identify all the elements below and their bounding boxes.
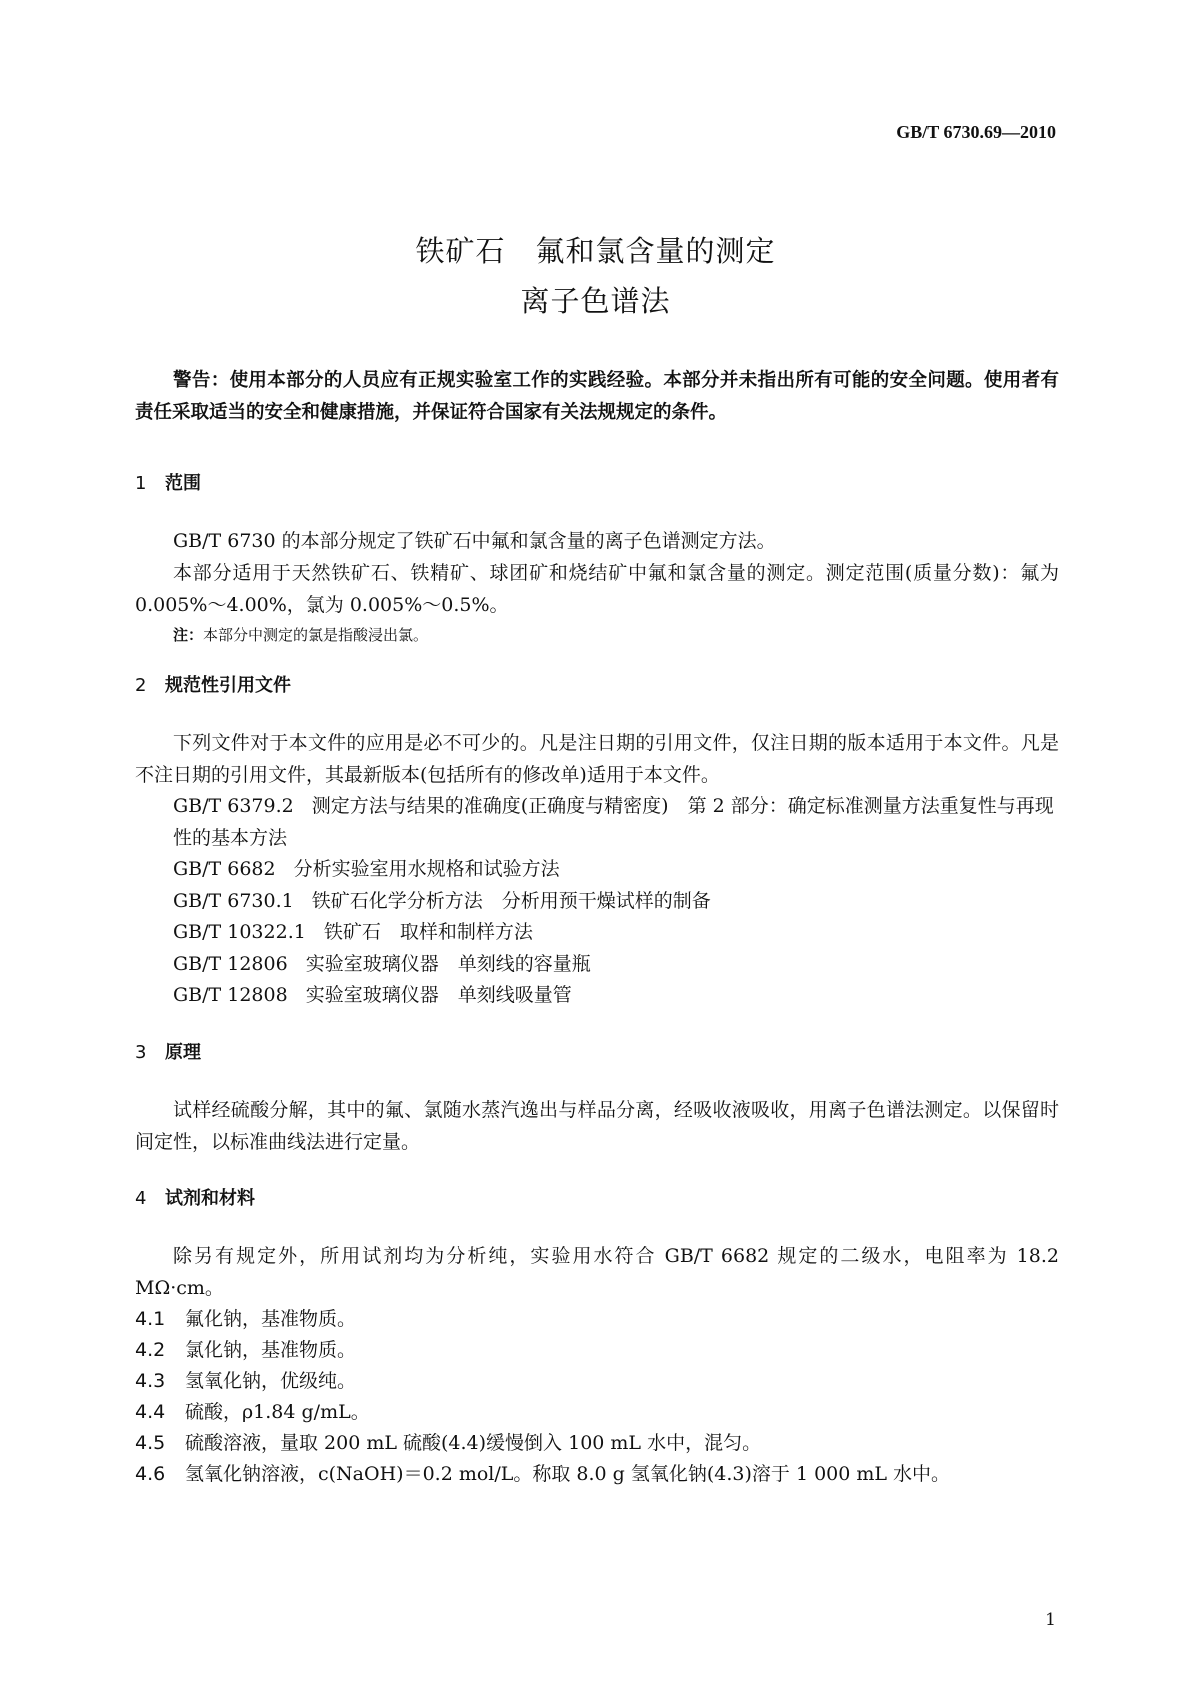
reference-code: GB/T 6682 xyxy=(173,858,276,880)
reagent-item xyxy=(135,1366,1059,1397)
reference-item xyxy=(173,854,1059,886)
reference-item xyxy=(173,886,1059,918)
item-text: 氟化钠，基准物质。 xyxy=(185,1307,357,1330)
item-number: 4.3 xyxy=(135,1369,166,1392)
reagent-item xyxy=(135,1335,1059,1366)
reference-code: GB/T 6379.2 xyxy=(173,795,294,817)
warning-text: 警告：使用本部分的人员应有正规实验室工作的实践经验。本部分并未指出所有可能的安全问题。使用者有责任采取适当的安全和健康措施，并保证符合国家有关法规规定的条件。 xyxy=(135,370,1059,423)
scope-paragraph-1: GB/T 6730 的本部分规定了铁矿石中氟和氯含量的离子色谱测定方法。 xyxy=(173,530,776,552)
reagent-item xyxy=(135,1428,1059,1459)
reference-code: GB/T 10322.1 xyxy=(173,921,306,943)
section-number: 4 xyxy=(135,1187,147,1209)
reference-title: 铁矿石 取样和制样方法 xyxy=(323,921,533,943)
section-title: 范围 xyxy=(165,473,201,494)
reference-item xyxy=(173,980,1059,1012)
item-text: 氢氧化钠，优级纯。 xyxy=(185,1369,357,1392)
title-line-1: 铁矿石 氟和氯含量的测定 xyxy=(415,234,776,268)
reference-item xyxy=(173,791,1059,854)
reference-item xyxy=(173,949,1059,981)
reference-title: 测定方法与结果的准确度(正确度与精密度) 第 2 部分：确定标准测量方法重复性与再现性的基本方法 xyxy=(173,795,1054,849)
item-number: 4.6 xyxy=(135,1462,166,1485)
section-title: 试剂和材料 xyxy=(165,1187,255,1209)
reference-list xyxy=(135,791,1059,1012)
reference-code: GB/T 12806 xyxy=(173,952,288,975)
scope-paragraph-2: 本部分适用于天然铁矿石、铁精矿、球团矿和烧结矿中氟和氯含量的测定。测定范围(质量分数)：氟为 0.005%～4.00%，氯为 0.005%～0.5%。 xyxy=(135,562,1059,616)
section-1-heading xyxy=(135,469,1059,499)
page-number: 1 xyxy=(1045,1610,1056,1630)
reference-code: GB/T 12808 xyxy=(173,984,288,1006)
note-label: 注： xyxy=(173,626,204,644)
title-line-2: 离子色谱法 xyxy=(520,284,671,318)
item-number: 4.1 xyxy=(135,1307,166,1330)
reference-title: 铁矿石化学分析方法 分析用预干燥试样的制备 xyxy=(311,889,711,912)
reagent-item xyxy=(135,1304,1059,1335)
reference-code: GB/T 6730.1 xyxy=(173,889,294,912)
section-4-heading xyxy=(135,1184,1059,1214)
note-text: 本部分中测定的氯是指酸浸出氯。 xyxy=(203,626,429,644)
scope-note xyxy=(173,621,1059,649)
reference-title: 分析实验室用水规格和试验方法 xyxy=(293,858,560,880)
item-text: 氯化钠，基准物质。 xyxy=(185,1338,357,1361)
section-title: 原理 xyxy=(165,1041,201,1063)
item-number: 4.2 xyxy=(135,1338,166,1361)
normative-references-intro: 下列文件对于本文件的应用是必不可少的。凡是注日期的引用文件，仅注日期的版本适用于本文件。凡是不注日期的引用文件，其最新版本(包括所有的修改单)适用于本文件。 xyxy=(135,732,1059,786)
section-number: 3 xyxy=(135,1041,147,1063)
item-number: 4.4 xyxy=(135,1400,166,1423)
section-3-heading xyxy=(135,1038,1059,1068)
section-title: 规范性引用文件 xyxy=(165,675,291,696)
reference-title: 实验室玻璃仪器 单刻线吸量管 xyxy=(305,984,572,1006)
principle-paragraph: 试样经硫酸分解，其中的氟、氯随水蒸汽逸出与样品分离，经吸收液吸收，用离子色谱法测定。以保留时间定性，以标准曲线法进行定量。 xyxy=(135,1098,1059,1153)
reagent-item xyxy=(135,1397,1059,1428)
item-text: 氢氧化钠溶液，c(NaOH)＝0.2 mol/L。称取 8.0 g 氢氧化钠(4.3)溶于 1 000 mL 水中。 xyxy=(185,1462,951,1485)
reagents-intro: 除另有规定外，所用试剂均为分析纯，实验用水符合 GB/T 6682 规定的二级水，电阻率为 18.2 MΩ·cm。 xyxy=(135,1244,1059,1299)
item-number: 4.5 xyxy=(135,1431,166,1454)
document-title xyxy=(0,226,1191,326)
reference-item xyxy=(173,917,1059,949)
reference-title: 实验室玻璃仪器 单刻线的容量瓶 xyxy=(305,952,591,975)
section-number: 1 xyxy=(135,473,147,494)
document-body xyxy=(135,365,1059,1490)
item-text: 硫酸溶液，量取 200 mL 硫酸(4.4)缓慢倒入 100 mL 水中，混匀。 xyxy=(185,1431,762,1454)
section-2-heading xyxy=(135,671,1059,701)
standard-code: GB/T 6730.69—2010 xyxy=(896,122,1056,142)
item-text: 硫酸，ρ1.84 g/mL。 xyxy=(185,1400,370,1423)
reagent-list xyxy=(135,1304,1059,1490)
reagent-item xyxy=(135,1459,1059,1490)
section-number: 2 xyxy=(135,675,147,696)
